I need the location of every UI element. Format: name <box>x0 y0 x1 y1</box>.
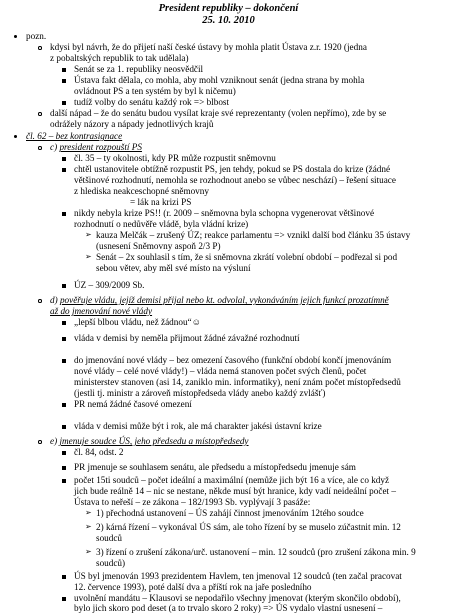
paragraph: chtěl ustanovitele obtížně rozpustit PS, jen tehdy, pokud se PS dostala do krize (žádné <box>74 164 391 174</box>
bullet-circle <box>38 146 42 150</box>
paragraph: uvolnění mandátu – Klausovi se nepodařilo všechny jmenovat (kterým skončilo období), <box>74 593 401 603</box>
subsection-heading: c) president rozpouští PS <box>50 142 142 152</box>
bullet-square <box>62 68 66 72</box>
paragraph: sebou větev, aby měl své místo na výsluní <box>96 263 251 273</box>
bullet-square <box>62 212 66 216</box>
document-date: 25. 10. 2010 <box>202 15 255 26</box>
paragraph: čl. 84, odst. 2 <box>74 447 124 457</box>
paragraph: bylo jich skoro pod deset (a to trvalo skoro 2 roky) => ÚS vydalo vlastní usnesení – <box>74 603 383 613</box>
note-label: pozn. <box>26 31 47 41</box>
paragraph: z hlediska neakceschopné sněmovny <box>74 186 209 196</box>
bullet-square <box>62 337 66 341</box>
subsection-heading: d) pověřuje vládu, jejíž demisi přijal nebo kt. odvolal, vykonáváním jejich funkcí prozatímně <box>50 295 389 305</box>
paragraph: jich bude reálně 14 – nic se nestane, někde musí být hranice, kdy vadí neideální počet – <box>74 486 396 496</box>
bullet-square <box>62 157 66 161</box>
bullet-square <box>62 597 66 601</box>
paragraph: kauza Melčák – zrušený ÚZ; reakce parlamentu => vznikl další bod článku 35 ústavy <box>96 230 411 240</box>
paragraph: Senát – 2x souhlasil s tím, že si sněmovna zkrátí volební období – podřezal si pod <box>96 252 398 262</box>
bullet-circle <box>38 440 42 444</box>
bullet-square <box>62 403 66 407</box>
bullet-arrow: ➢ <box>85 522 92 531</box>
paragraph: 3) řízení o zrušení zákona/urč. ustanovení – min. 12 soudců (pro zrušení zákona min. 9 <box>96 547 416 557</box>
paragraph: z pobaltských republik to tak udělala) <box>50 53 189 63</box>
paragraph: vláda v demisi může být i rok, ale má charakter jakési ústavní krize <box>74 421 322 431</box>
paragraph: ÚZ – 309/2009 Sb. <box>74 280 145 290</box>
bullet-arrow: ➢ <box>85 508 92 517</box>
bullet-dot <box>14 135 17 138</box>
paragraph: čl. 35 – ty okolnosti, kdy PR může rozpustit sněmovnu <box>74 153 276 163</box>
subsection-heading: až do jmenování nové vlády <box>50 306 153 316</box>
paragraph: PR nemá žádné časové omezení <box>74 399 192 409</box>
paragraph: kdysi byl návrh, že do přijetí naší české ústavy by mohla platit Ústava z.r. 1920 (jedna <box>50 42 367 52</box>
paragraph: 1) přechodná ustanovení – ÚS zahájí činnost jmenováním 12tého soudce <box>96 508 364 518</box>
bullet-square <box>62 168 66 172</box>
paragraph: 12. července 1993), poté další dva a příští rok na jaře posledního <box>74 582 312 592</box>
bullet-square <box>62 451 66 455</box>
bullet-square <box>62 284 66 288</box>
bullet-square <box>62 321 66 325</box>
section-heading: čl. 62 – bez kontrasignace <box>26 131 123 141</box>
paragraph: soudců <box>96 533 123 543</box>
paragraph: rozhodnutí o nedůvěře vládě, byla vládní krize) <box>74 219 249 229</box>
subsection-heading: e) jmenuje soudce ÚS, jeho předsedu a místopředsedy <box>50 436 249 446</box>
paragraph: Senát se za 1. republiky neosvědčil <box>74 64 204 74</box>
bullet-dot <box>14 35 17 38</box>
bullet-square <box>62 466 66 470</box>
paragraph: odrážely názory a nápady jednotlivých krajů <box>50 119 214 129</box>
paragraph: PR jmenuje se souhlasem senátu, ale předsedu a místopředsedu jmenuje sám <box>74 462 356 472</box>
bullet-arrow: ➢ <box>85 547 92 556</box>
bullet-arrow: ➢ <box>85 252 92 261</box>
document-title: President republiky – dokončení <box>158 3 299 14</box>
bullet-square <box>62 479 66 483</box>
bullet-circle <box>38 46 42 50</box>
paragraph: 2) kárná řízení – vykonával ÚS sám, ale toho řízení by se muselo zúčastnit min. 12 <box>96 522 401 532</box>
paragraph: soudců) <box>96 558 126 568</box>
paragraph: ovládnout PS a ten systém by byl k ničemu) <box>74 86 236 96</box>
paragraph: = lák na krizi PS <box>130 197 192 207</box>
paragraph: většinové rozhodnutí, nemohla se rozhodnout anebo se vůbec neschází) – řešení situace <box>74 175 396 185</box>
quote: „lepší blbou vládu, než žádnou“☺ <box>74 317 201 327</box>
paragraph: nikdy nebyla krize PS!! (r. 2009 – sněmovna byla schopna vygenerovat většinové <box>74 208 375 218</box>
paragraph: Ústava to neřeší – ze zákona – 182/1993 Sb. vyplývají 3 pasáže: <box>74 497 311 507</box>
paragraph: další nápad – že do senátu budou vysílat kraje své reprezentanty (volen nepřímo), zde by se <box>50 108 387 118</box>
bullet-square <box>62 575 66 579</box>
bullet-circle <box>38 299 42 303</box>
bullet-square <box>62 359 66 363</box>
paragraph: Ústava fakt dělala, co mohla, aby mohl vzniknout senát (jedna strana by mohla <box>74 75 365 85</box>
paragraph: (jestli tj. ministr a zároveň místopředseda vlády anebo každý zvlášť) <box>74 388 326 398</box>
paragraph: nové vlády – celé nové vlády!) – vláda nemá stanoven počet svých členů, počet <box>74 366 367 376</box>
bullet-square <box>62 101 66 105</box>
bullet-square <box>62 79 66 83</box>
bullet-circle <box>38 112 42 116</box>
bullet-arrow: ➢ <box>85 230 92 239</box>
paragraph: ministerstev stanoven (asi 14, zaniklo min. informatiky), není znám počet místopředsedů <box>74 377 401 387</box>
bullet-square <box>62 425 66 429</box>
paragraph: tudíž volby do senátu každý rok => blbost <box>74 97 230 107</box>
paragraph: do jmenování nové vlády – bez omezení časového (funkční období končí jmenováním <box>74 355 392 365</box>
paragraph: (usnesení Sněmovny aspoň 2/3 P) <box>96 241 221 251</box>
paragraph: vláda v demisi by neměla přijmout žádné závažné rozhodnutí <box>74 333 300 343</box>
paragraph: ÚS byl jmenován 1993 prezidentem Havlem, ten jmenoval 12 soudců (ten začal pracovat <box>74 571 402 581</box>
paragraph: počet 15ti soudců – počet ideální a maximální (nemůže jich být 16 a více, ale co když <box>74 475 390 485</box>
